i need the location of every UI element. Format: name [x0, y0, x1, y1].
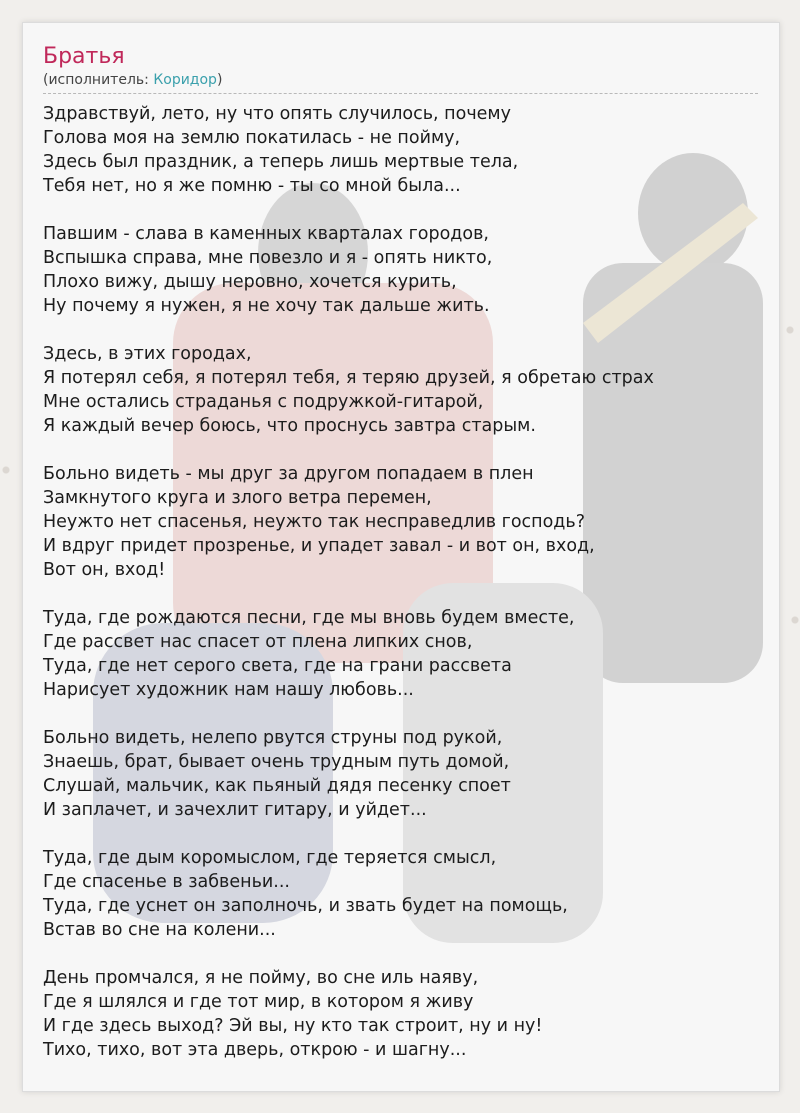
lyrics-stanza	[43, 342, 759, 438]
lyrics-line: Плохо вижу, дышу неровно, хочется курить,	[43, 272, 457, 292]
lyrics-line: Голова моя на землю покатилась - не пойму,	[43, 128, 461, 148]
lyrics-content	[43, 43, 759, 1086]
lyrics-line: И где здесь выход? Эй вы, ну кто так строит, ну и ну!	[43, 1016, 543, 1036]
lyrics-line: Тихо, тихо, вот эта дверь, открою - и шагну...	[43, 1040, 467, 1060]
lyrics-line: Я потерял себя, я потерял тебя, я теряю друзей, я обретаю страх	[43, 368, 654, 388]
lyrics-line: Больно видеть, нелепо рвутся струны под рукой,	[43, 728, 503, 748]
lyrics-line: Вспышка справа, мне повезло и я - опять никто,	[43, 248, 493, 268]
lyrics-line: Я каждый вечер боюсь, что проснусь завтра старым.	[43, 416, 536, 436]
lyrics-line: Туда, где уснет он заполночь, и звать будет на помощь,	[43, 896, 568, 916]
lyrics-line: Здесь, в этих городах,	[43, 344, 252, 364]
artist-line	[43, 71, 759, 89]
lyrics-line: Ну почему я нужен, я не хочу так дальше жить.	[43, 296, 490, 316]
lyrics-line: Вот он, вход!	[43, 560, 166, 580]
lyrics-line: И вдруг придет прозренье, и упадет завал - и вот он, вход,	[43, 536, 595, 556]
lyrics-line: Туда, где нет серого света, где на грани рассвета	[43, 656, 512, 676]
lyrics-line: Тебя нет, но я же помню - ты со мной была...	[43, 176, 461, 196]
lyrics-line: Туда, где дым коромыслом, где теряется смысл,	[43, 848, 497, 868]
lyrics-line: Знаешь, брат, бывает очень трудным путь домой,	[43, 752, 510, 772]
lyrics-stanza	[43, 606, 759, 702]
lyrics-line: Здесь был праздник, а теперь лишь мертвые тела,	[43, 152, 519, 172]
artist-link[interactable]: Коридор	[153, 72, 217, 88]
lyrics-stanza	[43, 726, 759, 822]
lyrics-line: Где рассвет нас спасет от плена липких снов,	[43, 632, 473, 652]
lyrics-line: Больно видеть - мы друг за другом попадаем в плен	[43, 464, 534, 484]
artist-prefix: (исполнитель:	[43, 72, 154, 88]
lyrics-line: Павшим - слава в каменных кварталах городов,	[43, 224, 489, 244]
lyrics-body	[43, 102, 759, 1062]
lyrics-stanza	[43, 966, 759, 1062]
lyrics-card	[22, 22, 780, 1092]
lyrics-line: И заплачет, и зачехлит гитару, и уйдет...	[43, 800, 427, 820]
lyrics-line: День промчался, я не пойму, во сне иль наяву,	[43, 968, 479, 988]
artist-suffix: )	[216, 72, 223, 88]
lyrics-line: Туда, где рождаются песни, где мы вновь будем вместе,	[43, 608, 575, 628]
lyrics-line: Слушай, мальчик, как пьяный дядя песенку споет	[43, 776, 511, 796]
lyrics-stanza	[43, 846, 759, 942]
title-divider	[43, 93, 758, 94]
lyrics-line: Замкнутого круга и злого ветра перемен,	[43, 488, 432, 508]
lyrics-line: Встав во сне на колени...	[43, 920, 276, 940]
lyrics-line: Где я шлялся и где тот мир, в котором я живу	[43, 992, 474, 1012]
lyrics-line: Где спасенье в забвеньи...	[43, 872, 290, 892]
lyrics-stanza	[43, 222, 759, 318]
lyrics-stanza	[43, 462, 759, 582]
song-title: Братья	[43, 44, 125, 69]
lyrics-stanza	[43, 102, 759, 198]
lyrics-line: Нарисует художник нам нашу любовь...	[43, 680, 414, 700]
lyrics-line: Неужто нет спасенья, неужто так несправедлив господь?	[43, 512, 585, 532]
lyrics-line: Здравствуй, лето, ну что опять случилось, почему	[43, 104, 511, 124]
lyrics-line: Мне остались страданья с подружкой-гитарой,	[43, 392, 484, 412]
